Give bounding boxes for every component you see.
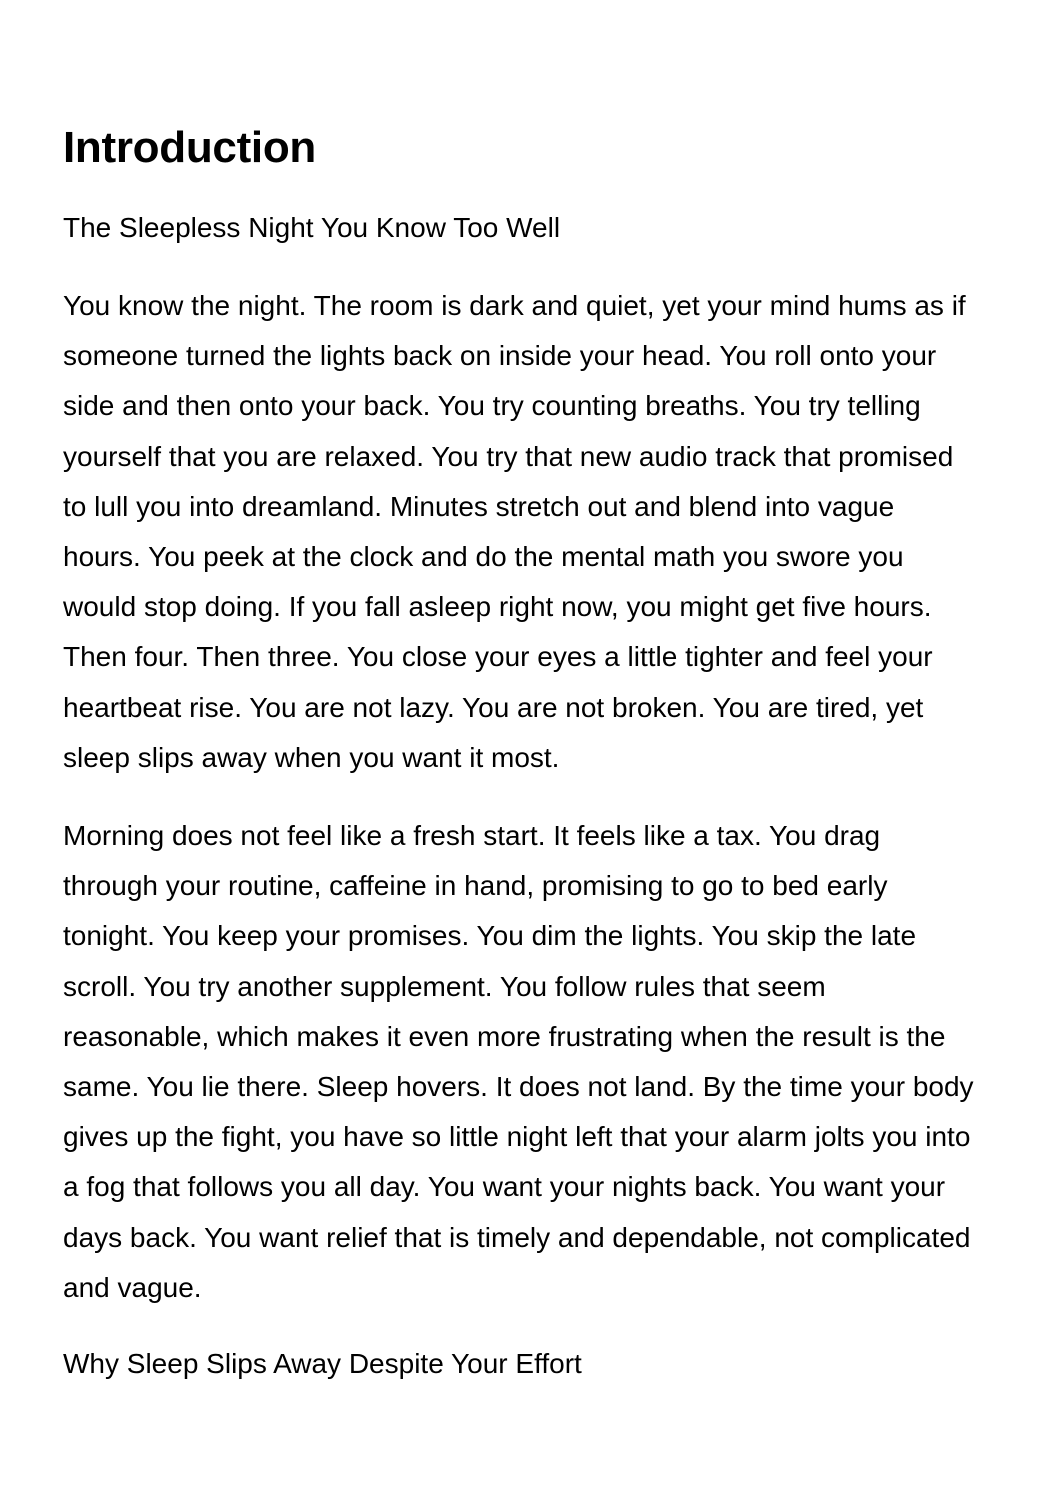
section-subheading-why-sleep-slips: Why Sleep Slips Away Despite Your Effort [63, 1348, 582, 1380]
section-subheading-sleepless-night: The Sleepless Night You Know Too Well [63, 212, 561, 243]
body-paragraph-2: Morning does not feel like a fresh start. It feels like a tax. You drag through your routine, caffeine in hand, promising to go to bed early tonight. You keep your promises. You dim the lights. You skip the late scroll. You try another supplement. You follow rules that seem reasonable, which makes it even more frustrating when the result is the same. You lie there. Sleep hovers. It does not land. By the time your body gives up the fight, you have so little night left that your alarm jolts you into a fog that follows you all day. You want your nights back. You want your days back. You want relief that is timely and dependable, not complicated and vague. [63, 820, 974, 1303]
page-title: Introduction [63, 123, 317, 172]
body-paragraph-1: You know the night. The room is dark and quiet, yet your mind hums as if someone turned the lights back on inside your head. You roll onto your side and then onto your back. You try counting breaths. You try telling yourself that you are relaxed. You try that new audio track that promised to lull you into dreamland. Minutes stretch out and blend into vague hours. You peek at the clock and do the mental math you swore you would stop doing. If you fall asleep right now, you might get five hours. Then four. Then three. You close your eyes a little tighter and feel your heartbeat rise. You are not lazy. You are not broken. You are tired, yet sleep slips away when you want it most. [63, 290, 966, 773]
